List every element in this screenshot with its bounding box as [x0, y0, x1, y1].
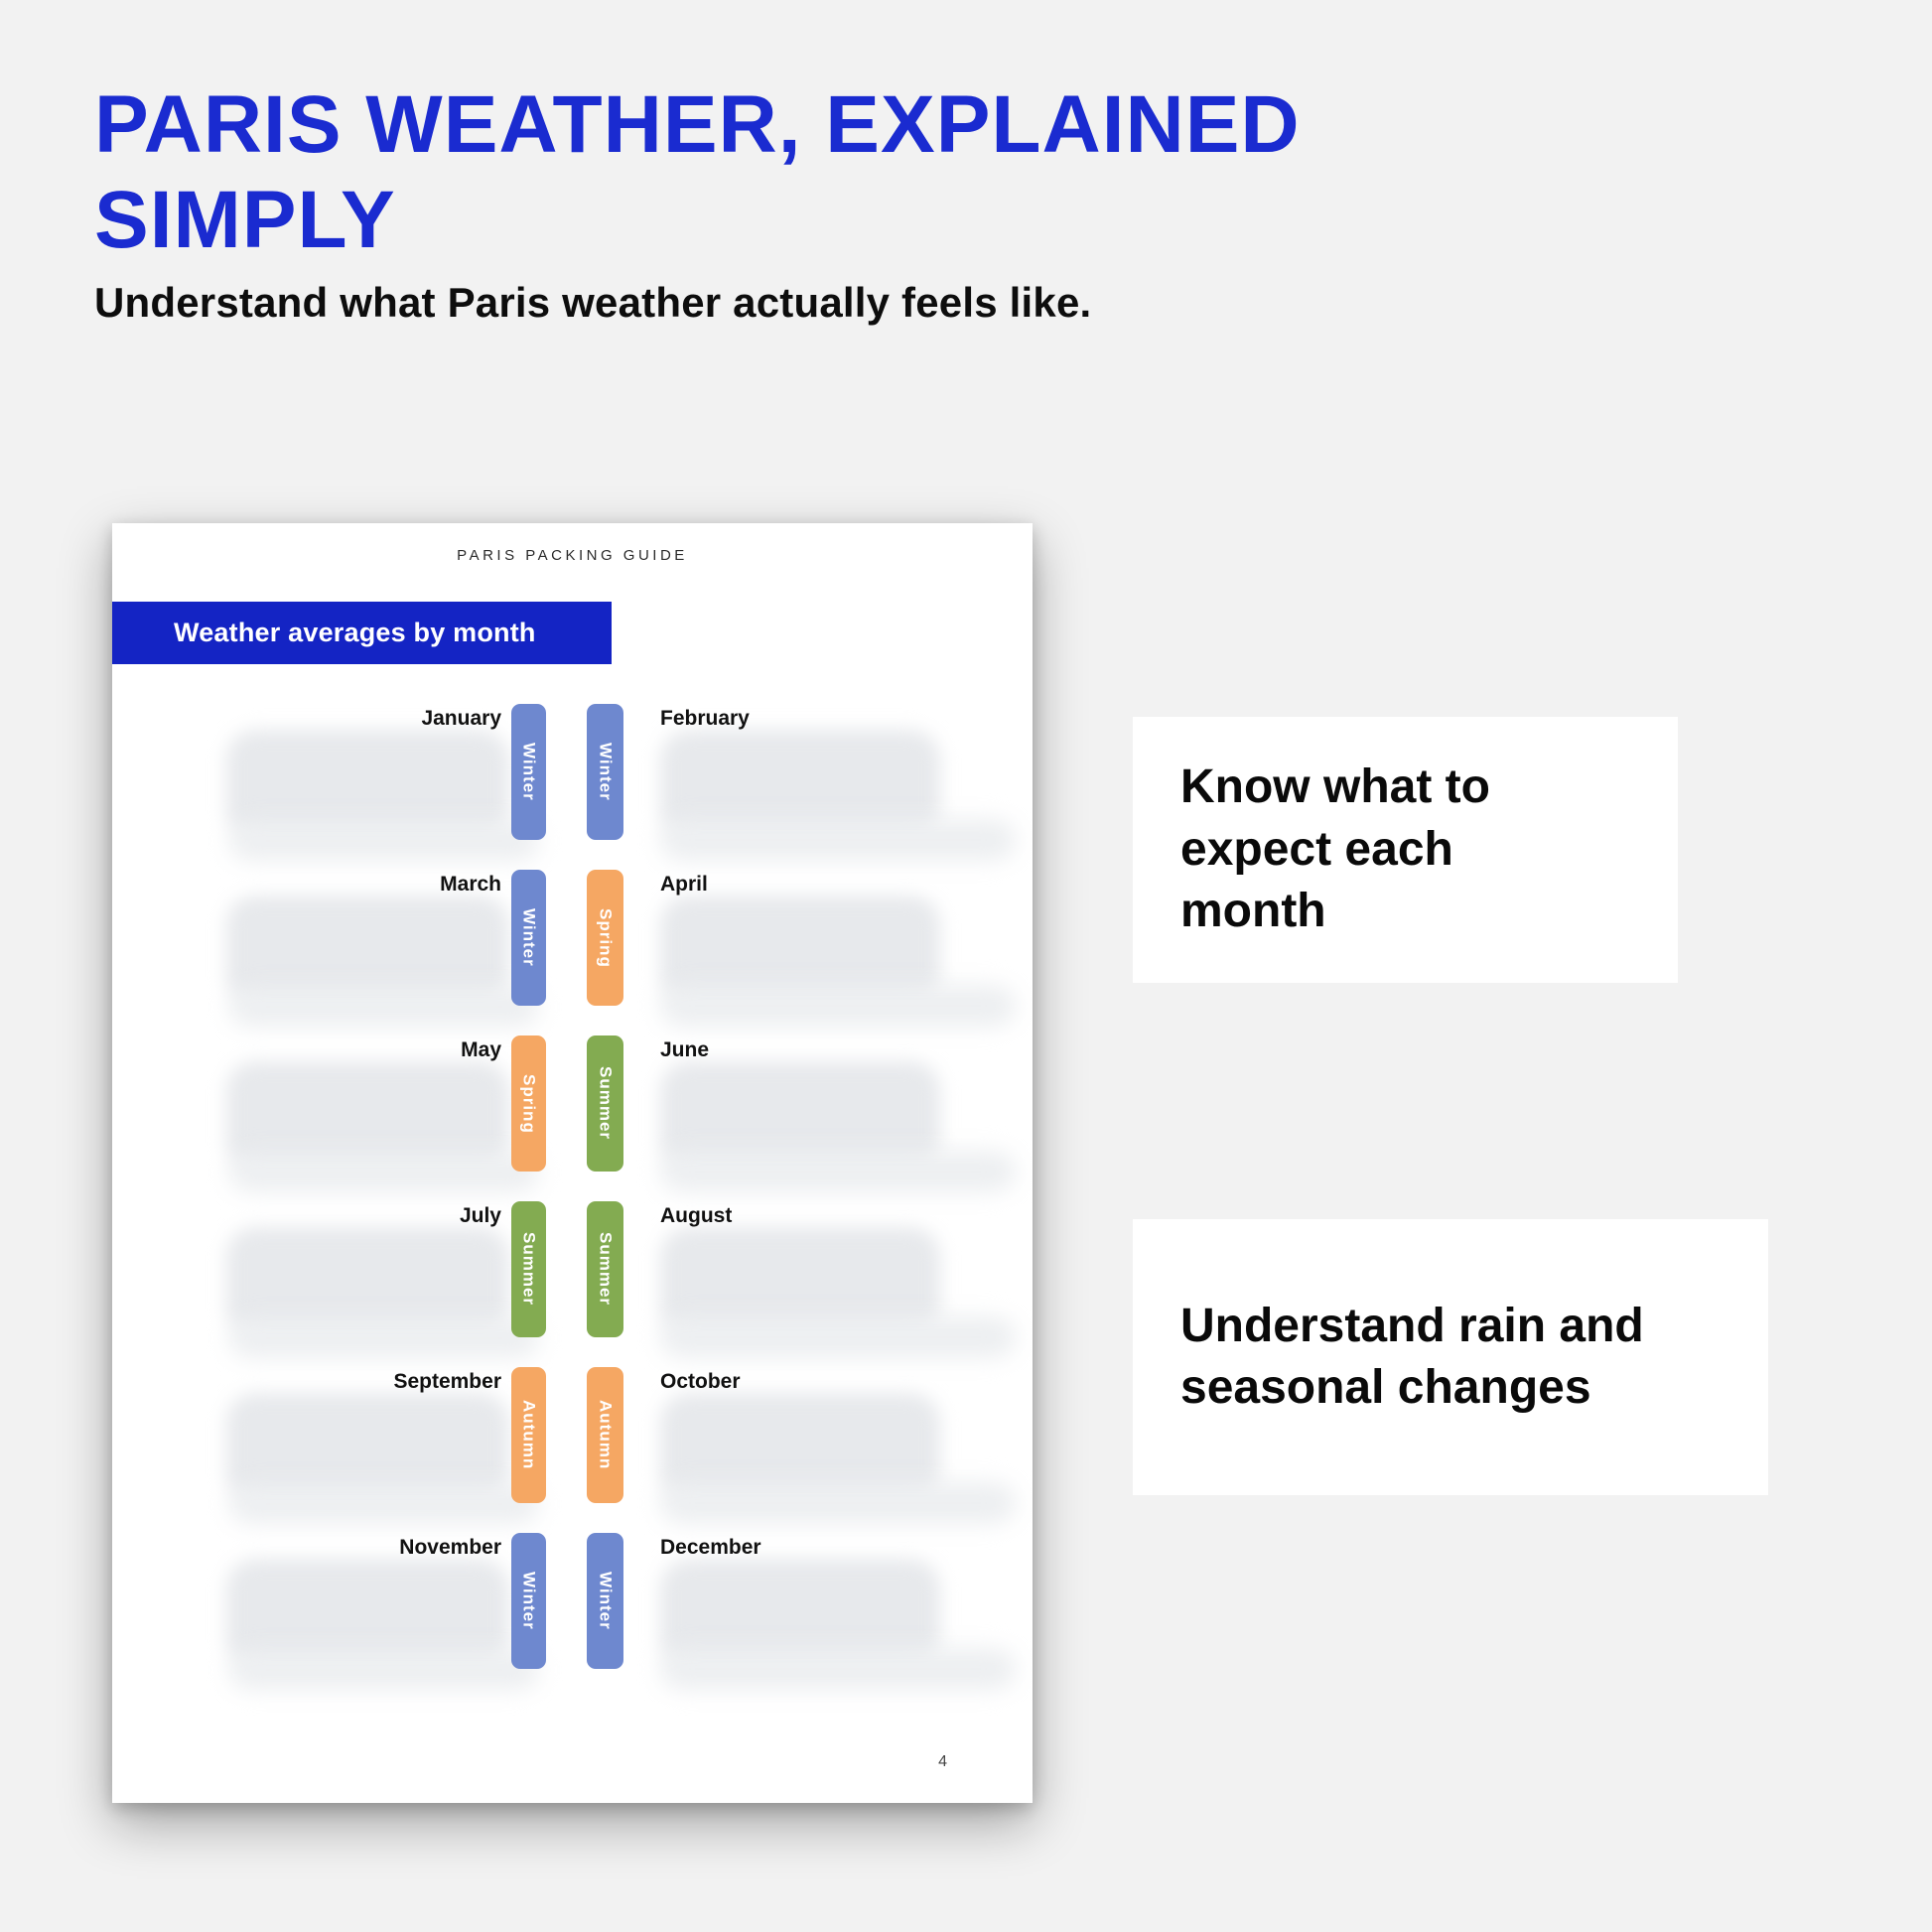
month-label-left: July — [459, 1204, 501, 1227]
season-pill-right — [587, 870, 623, 1006]
callout-rain-seasons — [1133, 1219, 1768, 1495]
page-title — [94, 77, 1301, 268]
callout-text: Understand rain and seasonal changes — [1180, 1299, 1644, 1414]
month-label-left: November — [399, 1536, 501, 1559]
month-label-right: October — [660, 1370, 741, 1393]
season-label: Spring — [596, 907, 616, 968]
section-banner-label: Weather averages by month — [174, 618, 536, 647]
season-pill-left — [511, 1367, 546, 1503]
month-row — [112, 704, 1033, 870]
month-row — [112, 1035, 1033, 1201]
season-pill-right — [587, 1533, 623, 1669]
callout-text: Know what to expect each month — [1180, 760, 1490, 938]
month-label-left: January — [421, 707, 501, 730]
season-pill-right — [587, 1367, 623, 1503]
season-pill-left — [511, 1201, 546, 1337]
season-pill-right — [587, 1035, 623, 1172]
month-row — [112, 1367, 1033, 1533]
season-label: Winter — [596, 1572, 616, 1630]
season-pill-left — [511, 1035, 546, 1172]
document-header: PARIS PACKING GUIDE — [457, 547, 688, 564]
callout-expect-month — [1133, 717, 1678, 983]
blurred-content — [229, 1318, 539, 1358]
season-pill-right — [587, 704, 623, 840]
season-pill-left — [511, 704, 546, 840]
month-label-right: August — [660, 1204, 733, 1227]
blurred-content — [660, 985, 1016, 1027]
blurred-content — [229, 1650, 539, 1690]
blurred-content — [660, 1316, 1016, 1358]
season-label: Autumn — [519, 1400, 539, 1470]
page-title-line1: PARIS WEATHER, EXPLAINED — [94, 79, 1301, 170]
page-number: 4 — [938, 1753, 947, 1770]
season-pill-left — [511, 1533, 546, 1669]
month-row — [112, 870, 1033, 1035]
month-label-right: February — [660, 707, 750, 730]
month-label-right: June — [660, 1038, 710, 1061]
month-label-right: December — [660, 1536, 761, 1559]
season-pill-right — [587, 1201, 623, 1337]
blurred-content — [229, 1153, 539, 1192]
season-label: Winter — [519, 1572, 539, 1630]
page-subtitle: Understand what Paris weather actually feels like. — [94, 279, 1092, 326]
document-preview — [112, 523, 1033, 1803]
blurred-content — [660, 1482, 1016, 1524]
blurred-content — [660, 1151, 1016, 1192]
month-row — [112, 1533, 1033, 1699]
month-row — [112, 1201, 1033, 1367]
season-label: Winter — [519, 743, 539, 801]
season-label: Summer — [596, 1066, 616, 1141]
season-label: Summer — [519, 1232, 539, 1307]
blurred-content — [660, 819, 1016, 861]
month-label-left: September — [393, 1370, 501, 1393]
section-banner — [112, 602, 612, 664]
season-label: Winter — [519, 908, 539, 967]
month-label-right: April — [660, 873, 708, 896]
season-label: Spring — [519, 1073, 539, 1134]
month-label-left: May — [461, 1038, 501, 1061]
season-label: Summer — [596, 1232, 616, 1307]
season-label: Winter — [596, 743, 616, 801]
blurred-content — [229, 821, 539, 861]
season-pill-left — [511, 870, 546, 1006]
season-label: Autumn — [596, 1400, 616, 1470]
blurred-content — [229, 987, 539, 1027]
page-title-line2: SIMPLY — [94, 174, 396, 265]
blurred-content — [660, 1648, 1016, 1690]
month-label-left: March — [440, 873, 501, 896]
blurred-content — [229, 1484, 539, 1524]
